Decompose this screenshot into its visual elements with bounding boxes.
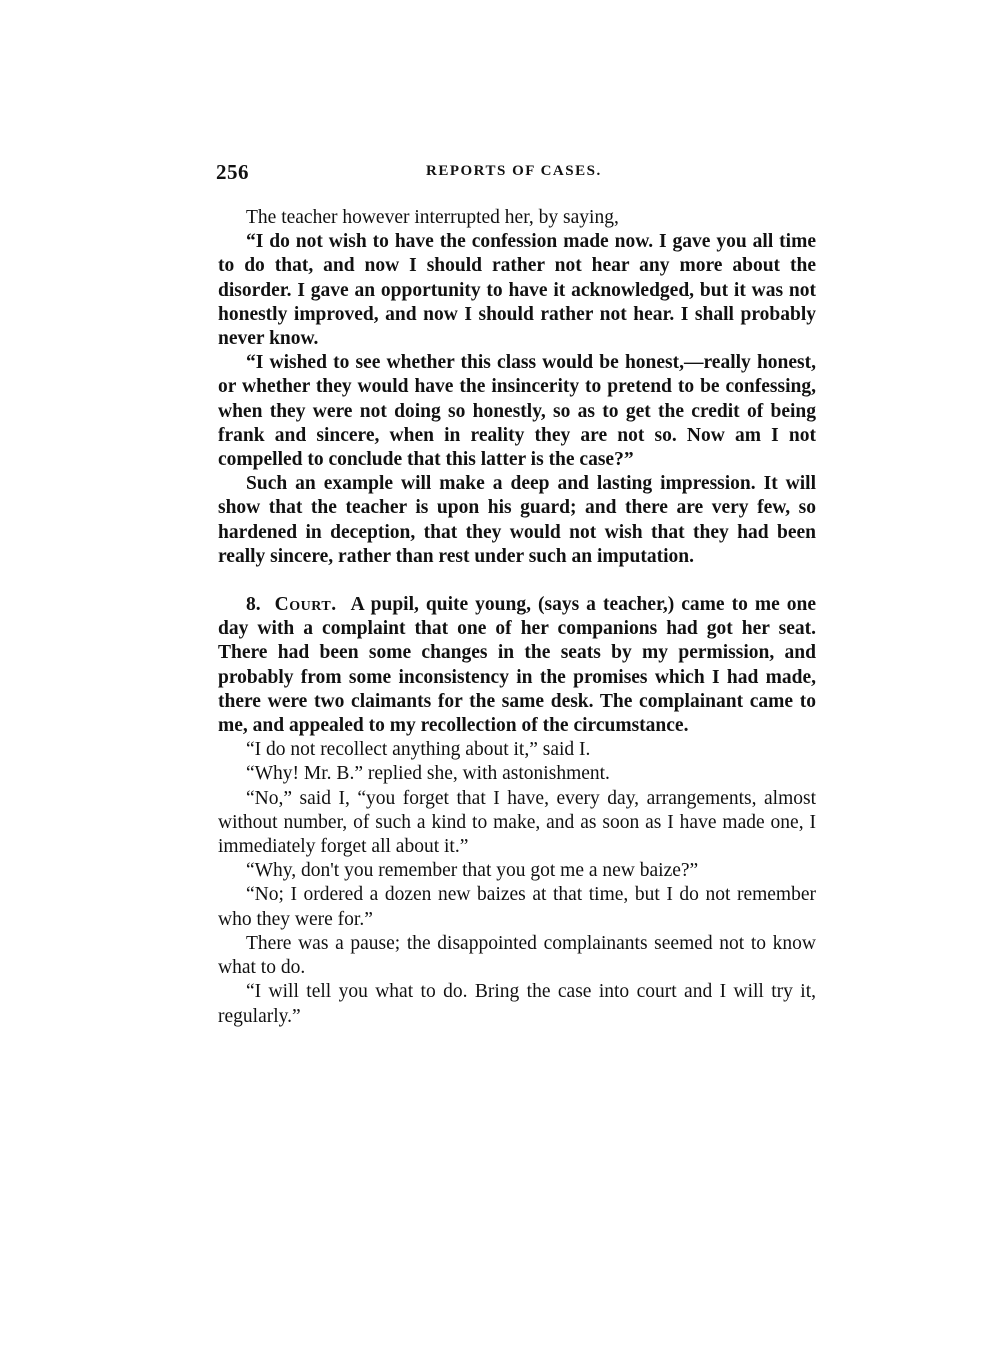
running-head: REPORTS OF CASES.: [426, 163, 602, 179]
section-title: Court.: [274, 594, 337, 616]
paragraph-pause: There was a pause; the disappointed complainants seemed not to know what to do.: [218, 932, 816, 979]
paragraph-no-said-i: “No,” said I, “you forget that I have, every day, arrangements, almost without number, of such a kind to make, and as soon as I have made one, I immediately forget all about it.”: [218, 787, 816, 858]
paragraph-example-impression: Such an example will make a deep and lasting impression. It will show that the teacher is upon his guard; and there are very few, so hardened in deception, that they would not wish that they had been really sincere, rather than rest under such an imputation.: [218, 473, 816, 567]
paragraph-bring-case: “I will tell you what to do. Bring the case into court and I will try it, regularly.”: [218, 981, 816, 1027]
section-court-text: A pupil, quite young, (says a teacher,) came to me one day with a complaint that one of her companions had got her seat. There had been some changes in the seats by my permission, and probably from some inconsistency in the promises which I had made, there were two claimants for the same desk. The complainant came to me, and appealed to my recollection of the circumstance.: [218, 594, 816, 737]
page-header: [216, 160, 816, 188]
section-number: 8.: [246, 594, 261, 616]
paragraph-dozen-baizes: “No; I ordered a dozen new baizes at that time, but I do not remember who they were for.”: [218, 884, 816, 930]
paragraph-recollect: “I do not recollect anything about it,” said I.: [246, 739, 591, 761]
paragraph-teacher-interrupted: The teacher however interrupted her, by saying,: [246, 207, 619, 228]
paragraph-why-mr-b: “Why! Mr. B.” replied she, with astonishment.: [246, 763, 610, 785]
paragraph-section-court: [218, 593, 816, 738]
paragraph-honesty-quote: “I wished to see whether this class would be honest,—really honest, or whether they would have the insincerity to pretend to be confessing, when they were not doing so honestly, so as to get the credit of being frank and sincere, when in reality they are not so. Now am I not compelled to conclude that this latter is the case?”: [218, 352, 816, 471]
paragraph-confession-quote: “I do not wish to have the confession made now. I gave you all time to do that, and now I should rather not hear any more about the disorder. I gave an opportunity to have it acknowledged, but it was not honestly improved, and now I should rather not hear. I shall probably never know.: [218, 231, 816, 350]
page-number: 256: [216, 160, 249, 184]
body-text: [218, 206, 816, 1029]
paragraph-new-baize: “Why, don't you remember that you got me a new baize?”: [246, 860, 699, 882]
